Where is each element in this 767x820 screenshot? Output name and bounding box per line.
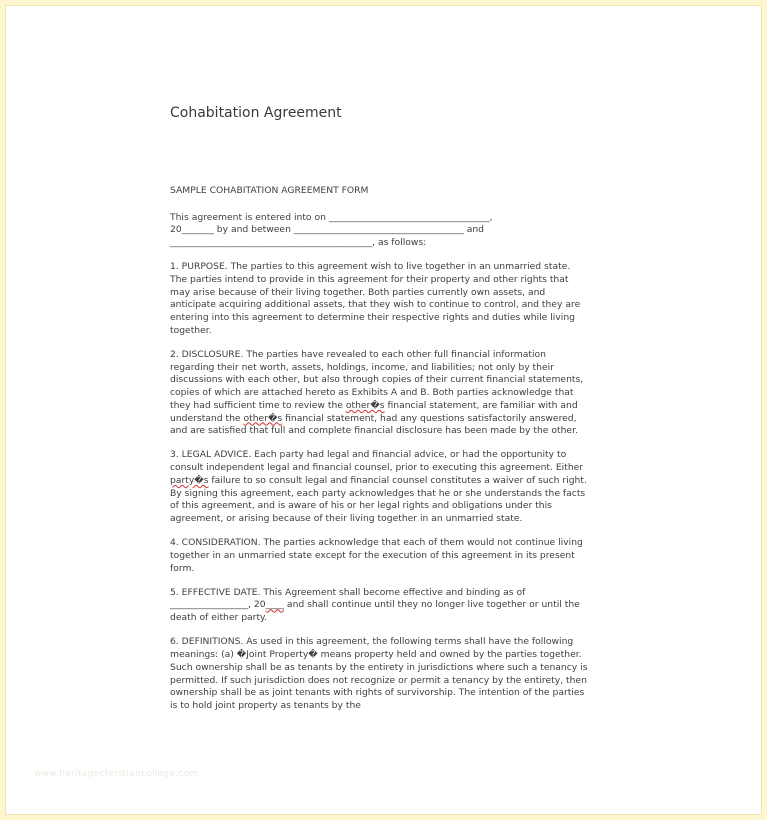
document-body	[170, 185, 590, 724]
spellcheck-word: other�s	[243, 412, 283, 424]
legal-advice-text-a: 3. LEGAL ADVICE. Each party had legal and financial advice, or had the opportunity to consult independent legal and financial counsel, prior to executing this agreement. Either	[170, 449, 584, 474]
intro-paragraph	[170, 212, 590, 250]
consideration-paragraph: 4. CONSIDERATION. The parties acknowledge that each of them would not continue living together in an unmarried state except for the execution of this agreement in its present form.	[170, 537, 583, 574]
disclosure-text-c: financial statement, had any questions satisfactorily answered, and are satisfied that full and complete financial disclosure has been made by the other.	[170, 412, 578, 437]
disclosure-text-b: financial statement, are familiar with and understand the	[170, 399, 578, 424]
legal-advice-text-b: failure to so consult legal and financial counsel constitutes a waiver of such right. By signing this agreement, each party acknowledges that he or she understands the facts of this agreement, and is aware of his or her legal rights and obligations under this agreement, or arising because of their living together in an unmarried state.	[170, 474, 587, 524]
purpose-paragraph: 1. PURPOSE. The parties to this agreement wish to live together in an unmarried state. The parties intend to provide in this agreement for their property and other rights that may arise because of their living together. Both parties currently own assets, and anticipate acquiring additional assets, that they wish to continue to control, and they are entering into this agreement to determine their respective rights and duties while living together.	[170, 261, 581, 336]
effective-date-paragraph	[170, 587, 590, 625]
legal-advice-paragraph	[170, 449, 590, 525]
form-heading: SAMPLE COHABITATION AGREEMENT FORM	[170, 185, 369, 196]
document-title: Cohabitation Agreement	[170, 105, 342, 121]
definitions-paragraph: 6. DEFINITIONS. As used in this agreement, the following terms shall have the following meanings: (a) �Joint Property� means property held and owned by the parties together. Such ownership shall be as tenants by the entirety in jurisdictions where such a tenancy is permitted. If such jurisdiction does not recognize or permit a tenancy by the entirety, then ownership shall be as joint tenants with rights of survivorship. The intention of the parties is to hold joint property as tenants by the	[170, 636, 588, 711]
disclosure-paragraph	[170, 349, 590, 438]
intro-line-1: This agreement is entered into on ___________________________________,	[170, 211, 493, 223]
spellcheck-word: other�s	[345, 399, 385, 411]
intro-line-2: 20_______ by and between _____________________________________ and	[170, 224, 484, 236]
spellcheck-blank: ____	[265, 599, 285, 611]
spellcheck-word: party�s	[170, 474, 209, 486]
watermark: www.heritagechristiancollege.com	[34, 769, 199, 779]
effective-date-text-b: and shall continue until they no longer live together or until the death of either party.	[170, 599, 580, 624]
intro-line-3: ____________________________________________, as follows:	[170, 237, 427, 249]
disclosure-text-a: 2. DISCLOSURE. The parties have revealed to each other full financial information regarding their net worth, assets, holdings, income, and liabilities; not only by their discussions with each other, but also through copies of their current financial statements, copies of which are attached hereto as Exhibits A and B. Both parties acknowledge that they had sufficient time to review the	[170, 349, 584, 411]
effective-date-text-a: 5. EFFECTIVE DATE. This Agreement shall become effective and binding as of _________________, 20	[170, 586, 526, 611]
